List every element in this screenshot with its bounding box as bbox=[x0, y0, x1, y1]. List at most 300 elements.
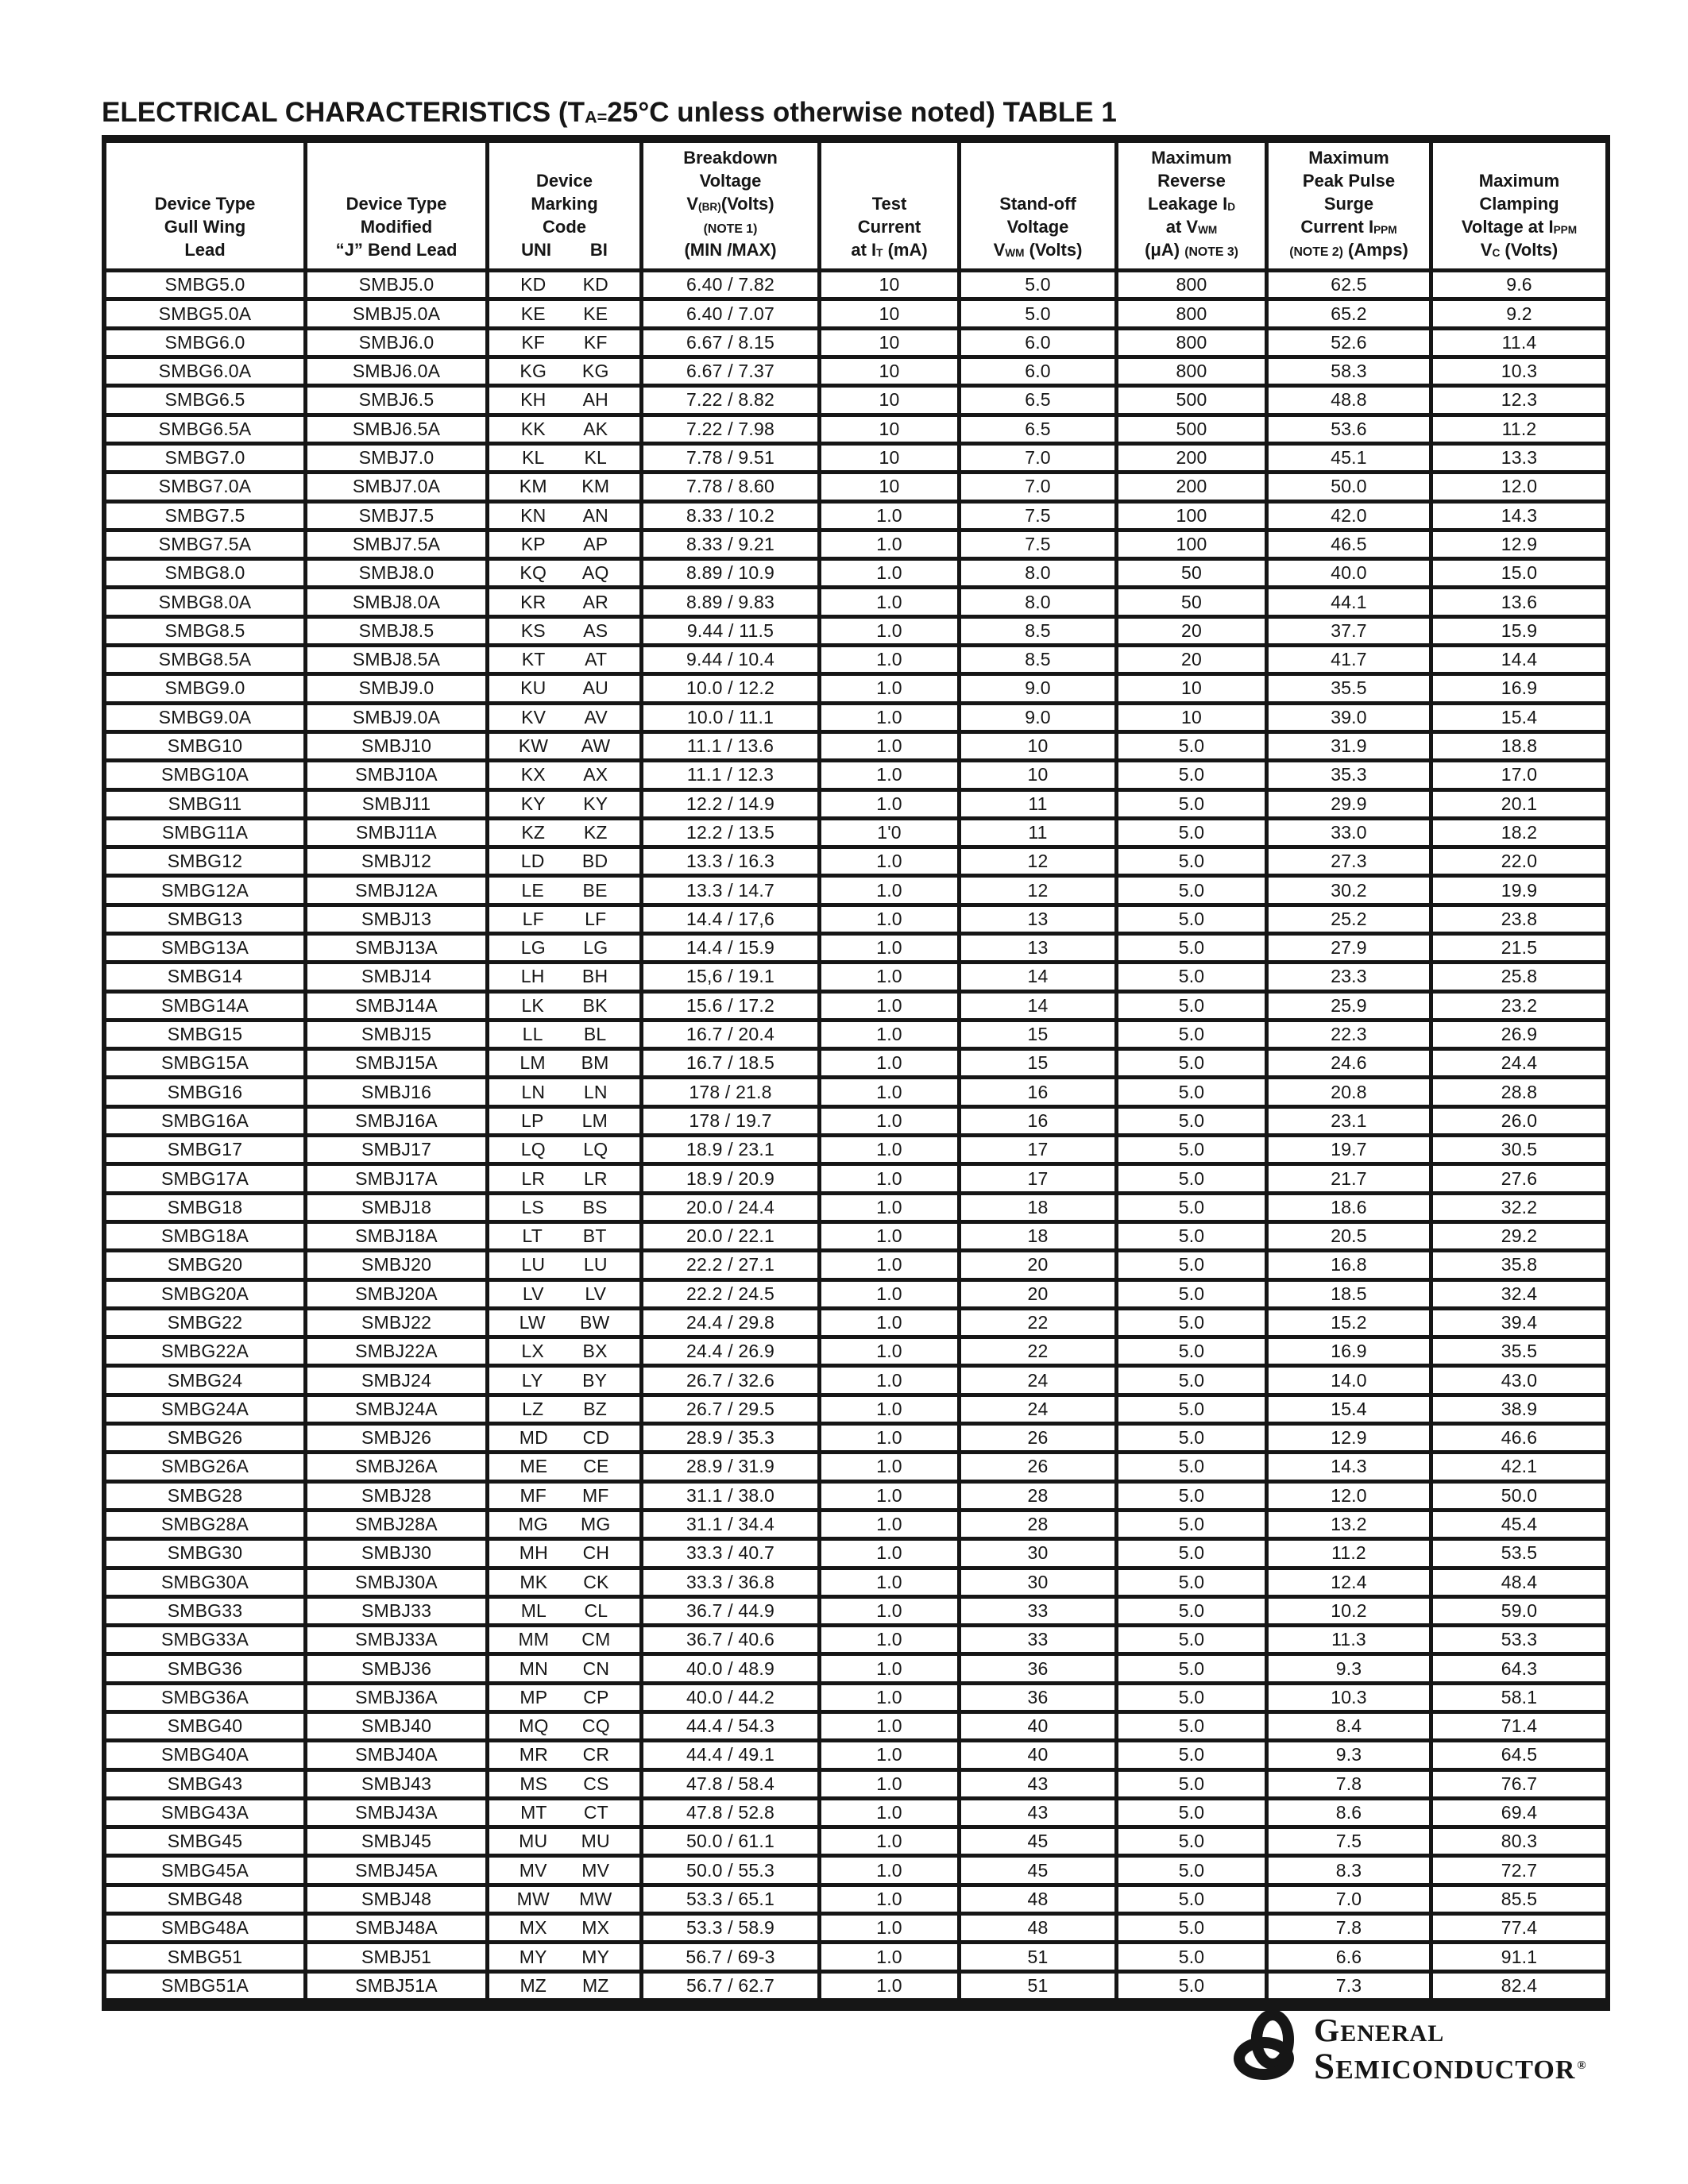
cell-j-bend-lead: SMBJ16 bbox=[303, 1079, 485, 1108]
marking-code: KE bbox=[583, 303, 608, 324]
marking-code: ME bbox=[520, 1456, 548, 1477]
cell-test-current: 1.0 bbox=[817, 532, 957, 561]
cell-j-bend-lead: SMBJ18 bbox=[303, 1195, 485, 1224]
cell-surge-current: 7.0 bbox=[1265, 1887, 1429, 1916]
marking-code: MY bbox=[581, 1946, 610, 1967]
cell-breakdown-voltage: 16.7 / 18.5 bbox=[639, 1051, 817, 1079]
cell-clamping-voltage: 43.0 bbox=[1429, 1368, 1605, 1396]
marking-code: LD bbox=[520, 851, 545, 872]
cell-surge-current: 23.3 bbox=[1265, 964, 1429, 993]
cell-test-current: 1.0 bbox=[817, 589, 957, 618]
cell-standoff-voltage: 33 bbox=[957, 1599, 1114, 1627]
cell-clamping-voltage: 13.3 bbox=[1429, 446, 1605, 474]
cell-test-current: 1.0 bbox=[817, 1252, 957, 1281]
marking-code: CP bbox=[583, 1686, 609, 1707]
cell-standoff-voltage: 30 bbox=[957, 1541, 1114, 1569]
marking-code: MV bbox=[519, 1859, 547, 1881]
cell-surge-current: 42.0 bbox=[1265, 504, 1429, 532]
marking-code: LG bbox=[583, 937, 608, 959]
cell-marking-code bbox=[485, 1339, 639, 1368]
cell-reverse-leakage: 20 bbox=[1114, 647, 1265, 676]
table-row bbox=[106, 1858, 1605, 1886]
cell-marking-code bbox=[485, 878, 639, 906]
cell-clamping-voltage: 12.0 bbox=[1429, 474, 1605, 503]
cell-reverse-leakage: 100 bbox=[1114, 532, 1265, 561]
marking-code: CN bbox=[582, 1657, 610, 1679]
cell-j-bend-lead: SMBJ6.0 bbox=[303, 330, 485, 359]
cell-standoff-voltage: 48 bbox=[957, 1916, 1114, 1944]
cell-marking-code bbox=[485, 1397, 639, 1426]
cell-gull-wing-lead: SMBG11A bbox=[106, 820, 303, 849]
cell-standoff-voltage: 40 bbox=[957, 1742, 1114, 1771]
marking-code: BZ bbox=[583, 1398, 607, 1419]
marking-code: MN bbox=[519, 1657, 548, 1679]
cell-reverse-leakage: 5.0 bbox=[1114, 907, 1265, 936]
cell-standoff-voltage: 10 bbox=[957, 762, 1114, 791]
column-header-test-current: Test Current at IT (mA) bbox=[817, 143, 957, 272]
cell-reverse-leakage: 5.0 bbox=[1114, 878, 1265, 906]
cell-surge-current: 12.9 bbox=[1265, 1426, 1429, 1454]
cell-j-bend-lead: SMBJ36 bbox=[303, 1656, 485, 1684]
cell-breakdown-voltage: 47.8 / 52.8 bbox=[639, 1800, 817, 1829]
cell-gull-wing-lead: SMBG22 bbox=[106, 1310, 303, 1339]
cell-clamping-voltage: 80.3 bbox=[1429, 1829, 1605, 1858]
table-row bbox=[106, 272, 1605, 301]
cell-test-current: 1.0 bbox=[817, 561, 957, 589]
cell-breakdown-voltage: 53.3 / 65.1 bbox=[639, 1887, 817, 1916]
cell-gull-wing-lead: SMBG7.0 bbox=[106, 446, 303, 474]
cell-j-bend-lead: SMBJ12 bbox=[303, 849, 485, 878]
cell-reverse-leakage: 5.0 bbox=[1114, 1742, 1265, 1771]
cell-standoff-voltage: 9.0 bbox=[957, 676, 1114, 704]
cell-marking-code bbox=[485, 504, 639, 532]
cell-clamping-voltage: 27.6 bbox=[1429, 1166, 1605, 1194]
cell-reverse-leakage: 5.0 bbox=[1114, 1109, 1265, 1137]
marking-code: LV bbox=[522, 1283, 544, 1304]
cell-test-current: 1.0 bbox=[817, 705, 957, 734]
cell-test-current: 10 bbox=[817, 359, 957, 388]
cell-test-current: 1.0 bbox=[817, 936, 957, 964]
marking-code: CE bbox=[583, 1456, 609, 1477]
column-header-reverse-leakage: Maximum Reverse Leakage ID at VWM (μA) (NOTE 3) bbox=[1114, 143, 1265, 272]
cell-reverse-leakage: 5.0 bbox=[1114, 849, 1265, 878]
cell-clamping-voltage: 13.6 bbox=[1429, 589, 1605, 618]
marking-code: MF bbox=[581, 1484, 609, 1506]
cell-marking-code bbox=[485, 1195, 639, 1224]
marking-code: LL bbox=[522, 1024, 543, 1045]
cell-gull-wing-lead: SMBG5.0A bbox=[106, 301, 303, 330]
cell-breakdown-voltage: 15.6 / 17.2 bbox=[639, 994, 817, 1022]
cell-breakdown-voltage: 31.1 / 38.0 bbox=[639, 1484, 817, 1512]
cell-gull-wing-lead: SMBG48A bbox=[106, 1916, 303, 1944]
marking-code: MK bbox=[520, 1571, 548, 1592]
cell-j-bend-lead: SMBJ51A bbox=[303, 1974, 485, 2002]
marking-code: LU bbox=[583, 1254, 608, 1275]
cell-clamping-voltage: 26.9 bbox=[1429, 1022, 1605, 1051]
marking-code: AW bbox=[581, 735, 611, 757]
cell-standoff-voltage: 6.0 bbox=[957, 359, 1114, 388]
cell-marking-code bbox=[485, 272, 639, 301]
cell-surge-current: 45.1 bbox=[1265, 446, 1429, 474]
cell-j-bend-lead: SMBJ18A bbox=[303, 1224, 485, 1252]
cell-j-bend-lead: SMBJ10 bbox=[303, 734, 485, 762]
marking-code: AV bbox=[584, 706, 608, 727]
cell-reverse-leakage: 200 bbox=[1114, 474, 1265, 503]
cell-reverse-leakage: 500 bbox=[1114, 388, 1265, 416]
cell-breakdown-voltage: 28.9 / 35.3 bbox=[639, 1426, 817, 1454]
table-row bbox=[106, 1714, 1605, 1742]
cell-marking-code bbox=[485, 907, 639, 936]
cell-breakdown-voltage: 44.4 / 54.3 bbox=[639, 1714, 817, 1742]
cell-surge-current: 40.0 bbox=[1265, 561, 1429, 589]
cell-breakdown-voltage: 8.33 / 10.2 bbox=[639, 504, 817, 532]
cell-j-bend-lead: SMBJ28 bbox=[303, 1484, 485, 1512]
cell-reverse-leakage: 5.0 bbox=[1114, 1974, 1265, 2002]
table-row bbox=[106, 504, 1605, 532]
cell-gull-wing-lead: SMBG40 bbox=[106, 1714, 303, 1742]
cell-j-bend-lead: SMBJ13 bbox=[303, 907, 485, 936]
cell-marking-code bbox=[485, 676, 639, 704]
cell-j-bend-lead: SMBJ51 bbox=[303, 1944, 485, 1973]
cell-breakdown-voltage: 44.4 / 49.1 bbox=[639, 1742, 817, 1771]
marking-code: AX bbox=[583, 764, 608, 785]
cell-test-current: 1.0 bbox=[817, 1368, 957, 1396]
cell-clamping-voltage: 35.5 bbox=[1429, 1339, 1605, 1368]
table-row bbox=[106, 1627, 1605, 1656]
marking-code: AS bbox=[583, 619, 608, 641]
cell-clamping-voltage: 18.2 bbox=[1429, 820, 1605, 849]
cell-surge-current: 7.3 bbox=[1265, 1974, 1429, 2002]
cell-gull-wing-lead: SMBG36 bbox=[106, 1656, 303, 1684]
cell-reverse-leakage: 5.0 bbox=[1114, 1714, 1265, 1742]
cell-standoff-voltage: 28 bbox=[957, 1484, 1114, 1512]
cell-surge-current: 23.1 bbox=[1265, 1109, 1429, 1137]
table-row bbox=[106, 1282, 1605, 1310]
cell-surge-current: 18.6 bbox=[1265, 1195, 1429, 1224]
cell-test-current: 1.0 bbox=[817, 1484, 957, 1512]
cell-test-current: 1.0 bbox=[817, 1195, 957, 1224]
cell-j-bend-lead: SMBJ8.5A bbox=[303, 647, 485, 676]
marking-code: KD bbox=[520, 274, 547, 295]
marking-code: LF bbox=[585, 908, 607, 929]
cell-test-current: 1.0 bbox=[817, 1829, 957, 1858]
column-header-standoff-voltage: Stand-off Voltage VWM (Volts) bbox=[957, 143, 1114, 272]
cell-surge-current: 6.6 bbox=[1265, 1944, 1429, 1973]
cell-clamping-voltage: 82.4 bbox=[1429, 1974, 1605, 2002]
cell-marking-code bbox=[485, 388, 639, 416]
cell-clamping-voltage: 30.5 bbox=[1429, 1137, 1605, 1166]
cell-clamping-voltage: 16.9 bbox=[1429, 676, 1605, 704]
marking-code: KL bbox=[584, 447, 608, 469]
cell-test-current: 1.0 bbox=[817, 1339, 957, 1368]
cell-reverse-leakage: 10 bbox=[1114, 676, 1265, 704]
table-row bbox=[106, 705, 1605, 734]
cell-standoff-voltage: 6.0 bbox=[957, 330, 1114, 359]
cell-reverse-leakage: 5.0 bbox=[1114, 1541, 1265, 1569]
marking-code: KU bbox=[520, 677, 547, 699]
cell-surge-current: 48.8 bbox=[1265, 388, 1429, 416]
cell-reverse-leakage: 5.0 bbox=[1114, 1800, 1265, 1829]
marking-code: MZ bbox=[520, 1974, 547, 1996]
logo-text bbox=[1314, 2013, 1586, 2086]
cell-j-bend-lead: SMBJ22 bbox=[303, 1310, 485, 1339]
table-row bbox=[106, 1829, 1605, 1858]
title-subscript: A= bbox=[584, 106, 608, 127]
cell-reverse-leakage: 5.0 bbox=[1114, 1368, 1265, 1396]
cell-test-current: 1.0 bbox=[817, 1512, 957, 1541]
table-row bbox=[106, 907, 1605, 936]
cell-test-current: 1.0 bbox=[817, 734, 957, 762]
cell-breakdown-voltage: 178 / 19.7 bbox=[639, 1109, 817, 1137]
cell-clamping-voltage: 72.7 bbox=[1429, 1858, 1605, 1886]
cell-reverse-leakage: 20 bbox=[1114, 619, 1265, 647]
cell-test-current: 1.0 bbox=[817, 1224, 957, 1252]
cell-clamping-voltage: 91.1 bbox=[1429, 1944, 1605, 1973]
cell-marking-code bbox=[485, 1742, 639, 1771]
cell-standoff-voltage: 16 bbox=[957, 1079, 1114, 1108]
cell-surge-current: 41.7 bbox=[1265, 647, 1429, 676]
cell-breakdown-voltage: 16.7 / 20.4 bbox=[639, 1022, 817, 1051]
table-row bbox=[106, 762, 1605, 791]
cell-marking-code bbox=[485, 1109, 639, 1137]
cell-clamping-voltage: 85.5 bbox=[1429, 1887, 1605, 1916]
cell-clamping-voltage: 71.4 bbox=[1429, 1714, 1605, 1742]
cell-reverse-leakage: 800 bbox=[1114, 272, 1265, 301]
cell-reverse-leakage: 5.0 bbox=[1114, 1627, 1265, 1656]
cell-breakdown-voltage: 12.2 / 13.5 bbox=[639, 820, 817, 849]
cell-test-current: 1'0 bbox=[817, 820, 957, 849]
cell-gull-wing-lead: SMBG43 bbox=[106, 1772, 303, 1800]
cell-breakdown-voltage: 7.22 / 7.98 bbox=[639, 417, 817, 446]
title-segment: ELECTRICAL CHARACTERISTICS (T bbox=[102, 97, 585, 128]
cell-gull-wing-lead: SMBG7.5 bbox=[106, 504, 303, 532]
cell-reverse-leakage: 5.0 bbox=[1114, 1599, 1265, 1627]
cell-surge-current: 14.0 bbox=[1265, 1368, 1429, 1396]
cell-reverse-leakage: 5.0 bbox=[1114, 734, 1265, 762]
cell-standoff-voltage: 17 bbox=[957, 1166, 1114, 1194]
cell-breakdown-voltage: 28.9 / 31.9 bbox=[639, 1454, 817, 1483]
cell-standoff-voltage: 8.0 bbox=[957, 561, 1114, 589]
cell-breakdown-voltage: 31.1 / 34.4 bbox=[639, 1512, 817, 1541]
cell-standoff-voltage: 7.0 bbox=[957, 446, 1114, 474]
cell-clamping-voltage: 58.1 bbox=[1429, 1685, 1605, 1714]
marking-code: MG bbox=[581, 1514, 611, 1535]
cell-j-bend-lead: SMBJ40 bbox=[303, 1714, 485, 1742]
table-row bbox=[106, 589, 1605, 618]
marking-code: LT bbox=[522, 1225, 543, 1247]
cell-marking-code bbox=[485, 1685, 639, 1714]
cell-reverse-leakage: 5.0 bbox=[1114, 1397, 1265, 1426]
cell-test-current: 1.0 bbox=[817, 792, 957, 820]
cell-gull-wing-lead: SMBG51A bbox=[106, 1974, 303, 2002]
cell-breakdown-voltage: 50.0 / 61.1 bbox=[639, 1829, 817, 1858]
cell-test-current: 10 bbox=[817, 330, 957, 359]
cell-surge-current: 50.0 bbox=[1265, 474, 1429, 503]
cell-surge-current: 24.6 bbox=[1265, 1051, 1429, 1079]
general-semiconductor-logo bbox=[1231, 2011, 1586, 2089]
cell-clamping-voltage: 9.2 bbox=[1429, 301, 1605, 330]
marking-code: BE bbox=[582, 879, 608, 901]
cell-marking-code bbox=[485, 619, 639, 647]
cell-surge-current: 53.6 bbox=[1265, 417, 1429, 446]
marking-code: LN bbox=[521, 1081, 546, 1102]
cell-gull-wing-lead: SMBG48 bbox=[106, 1887, 303, 1916]
cell-breakdown-voltage: 7.78 / 8.60 bbox=[639, 474, 817, 503]
table-row bbox=[106, 532, 1605, 561]
marking-code: BX bbox=[582, 1341, 608, 1362]
table-row bbox=[106, 1224, 1605, 1252]
cell-marking-code bbox=[485, 1974, 639, 2002]
cell-marking-code bbox=[485, 1079, 639, 1108]
cell-clamping-voltage: 76.7 bbox=[1429, 1772, 1605, 1800]
cell-marking-code bbox=[485, 1512, 639, 1541]
marking-code: MV bbox=[581, 1859, 610, 1881]
cell-surge-current: 7.8 bbox=[1265, 1772, 1429, 1800]
marking-code: KP bbox=[520, 533, 546, 554]
marking-code: AR bbox=[582, 591, 608, 612]
cell-j-bend-lead: SMBJ33A bbox=[303, 1627, 485, 1656]
cell-gull-wing-lead: SMBG12A bbox=[106, 878, 303, 906]
cell-breakdown-voltage: 24.4 / 29.8 bbox=[639, 1310, 817, 1339]
cell-reverse-leakage: 5.0 bbox=[1114, 1858, 1265, 1886]
marking-code: LU bbox=[521, 1254, 546, 1275]
marking-code: BT bbox=[582, 1225, 607, 1247]
cell-gull-wing-lead: SMBG8.5 bbox=[106, 619, 303, 647]
marking-code: AT bbox=[585, 649, 608, 670]
cell-test-current: 10 bbox=[817, 301, 957, 330]
cell-surge-current: 8.3 bbox=[1265, 1858, 1429, 1886]
cell-reverse-leakage: 5.0 bbox=[1114, 994, 1265, 1022]
cell-marking-code bbox=[485, 762, 639, 791]
cell-marking-code bbox=[485, 1944, 639, 1973]
marking-code: KE bbox=[520, 303, 546, 324]
cell-test-current: 1.0 bbox=[817, 849, 957, 878]
cell-clamping-voltage: 24.4 bbox=[1429, 1051, 1605, 1079]
gs-monogram-icon bbox=[1231, 2011, 1306, 2089]
cell-breakdown-voltage: 15,6 / 19.1 bbox=[639, 964, 817, 993]
cell-j-bend-lead: SMBJ30 bbox=[303, 1541, 485, 1569]
electrical-characteristics-table bbox=[102, 135, 1610, 2011]
cell-test-current: 1.0 bbox=[817, 964, 957, 993]
cell-clamping-voltage: 25.8 bbox=[1429, 964, 1605, 993]
cell-test-current: 1.0 bbox=[817, 504, 957, 532]
cell-gull-wing-lead: SMBG12 bbox=[106, 849, 303, 878]
cell-standoff-voltage: 51 bbox=[957, 1944, 1114, 1973]
cell-reverse-leakage: 5.0 bbox=[1114, 1137, 1265, 1166]
table-row bbox=[106, 994, 1605, 1022]
column-header-surge-current: Maximum Peak Pulse Surge Current IPPM (NOTE 2) (Amps) bbox=[1265, 143, 1429, 272]
cell-j-bend-lead: SMBJ9.0 bbox=[303, 676, 485, 704]
table-row bbox=[106, 474, 1605, 503]
cell-surge-current: 44.1 bbox=[1265, 589, 1429, 618]
cell-test-current: 10 bbox=[817, 474, 957, 503]
cell-marking-code bbox=[485, 734, 639, 762]
cell-breakdown-voltage: 10.0 / 11.1 bbox=[639, 705, 817, 734]
marking-code: CR bbox=[582, 1744, 610, 1765]
cell-standoff-voltage: 13 bbox=[957, 907, 1114, 936]
cell-breakdown-voltage: 8.33 / 9.21 bbox=[639, 532, 817, 561]
table-row bbox=[106, 561, 1605, 589]
cell-marking-code bbox=[485, 994, 639, 1022]
cell-standoff-voltage: 33 bbox=[957, 1627, 1114, 1656]
marking-code: CD bbox=[582, 1427, 610, 1449]
marking-code: MW bbox=[516, 1888, 550, 1909]
cell-gull-wing-lead: SMBG14 bbox=[106, 964, 303, 993]
cell-breakdown-voltage: 36.7 / 40.6 bbox=[639, 1627, 817, 1656]
cell-test-current: 1.0 bbox=[817, 676, 957, 704]
cell-gull-wing-lead: SMBG40A bbox=[106, 1742, 303, 1771]
marking-code: KS bbox=[520, 619, 546, 641]
cell-reverse-leakage: 5.0 bbox=[1114, 936, 1265, 964]
cell-standoff-voltage: 51 bbox=[957, 1974, 1114, 2002]
marking-code: LX bbox=[521, 1341, 544, 1362]
table-row bbox=[106, 388, 1605, 416]
table-row bbox=[106, 1484, 1605, 1512]
marking-code: LW bbox=[519, 1311, 546, 1333]
table-row bbox=[106, 1109, 1605, 1137]
marking-code: LF bbox=[522, 908, 544, 929]
cell-clamping-voltage: 77.4 bbox=[1429, 1916, 1605, 1944]
cell-test-current: 1.0 bbox=[817, 1166, 957, 1194]
table-row bbox=[106, 1079, 1605, 1108]
cell-marking-code bbox=[485, 1252, 639, 1281]
marking-code: BY bbox=[582, 1369, 608, 1391]
cell-test-current: 1.0 bbox=[817, 1944, 957, 1973]
cell-j-bend-lead: SMBJ8.0A bbox=[303, 589, 485, 618]
table-body bbox=[106, 272, 1605, 2002]
cell-marking-code bbox=[485, 330, 639, 359]
cell-gull-wing-lead: SMBG15A bbox=[106, 1051, 303, 1079]
table-row bbox=[106, 1195, 1605, 1224]
cell-gull-wing-lead: SMBG11 bbox=[106, 792, 303, 820]
marking-code: KX bbox=[520, 764, 546, 785]
cell-gull-wing-lead: SMBG33A bbox=[106, 1627, 303, 1656]
cell-surge-current: 10.3 bbox=[1265, 1685, 1429, 1714]
cell-gull-wing-lead: SMBG7.5A bbox=[106, 532, 303, 561]
marking-code: MT bbox=[520, 1802, 547, 1823]
cell-standoff-voltage: 28 bbox=[957, 1512, 1114, 1541]
cell-standoff-voltage: 18 bbox=[957, 1224, 1114, 1252]
cell-surge-current: 15.2 bbox=[1265, 1310, 1429, 1339]
cell-surge-current: 62.5 bbox=[1265, 272, 1429, 301]
cell-clamping-voltage: 32.4 bbox=[1429, 1282, 1605, 1310]
cell-standoff-voltage: 14 bbox=[957, 994, 1114, 1022]
marking-code: MP bbox=[520, 1686, 548, 1707]
table-row bbox=[106, 1800, 1605, 1829]
cell-reverse-leakage: 5.0 bbox=[1114, 1484, 1265, 1512]
cell-breakdown-voltage: 26.7 / 32.6 bbox=[639, 1368, 817, 1396]
cell-marking-code bbox=[485, 849, 639, 878]
cell-surge-current: 13.2 bbox=[1265, 1512, 1429, 1541]
cell-standoff-voltage: 6.5 bbox=[957, 417, 1114, 446]
cell-surge-current: 27.3 bbox=[1265, 849, 1429, 878]
marking-code: KQ bbox=[520, 562, 547, 584]
cell-clamping-voltage: 11.2 bbox=[1429, 417, 1605, 446]
cell-standoff-voltage: 20 bbox=[957, 1252, 1114, 1281]
cell-gull-wing-lead: SMBG8.0A bbox=[106, 589, 303, 618]
cell-surge-current: 18.5 bbox=[1265, 1282, 1429, 1310]
cell-j-bend-lead: SMBJ26A bbox=[303, 1454, 485, 1483]
cell-clamping-voltage: 50.0 bbox=[1429, 1484, 1605, 1512]
marking-code: CT bbox=[583, 1802, 608, 1823]
cell-reverse-leakage: 800 bbox=[1114, 301, 1265, 330]
cell-gull-wing-lead: SMBG13A bbox=[106, 936, 303, 964]
cell-gull-wing-lead: SMBG17A bbox=[106, 1166, 303, 1194]
cell-standoff-voltage: 36 bbox=[957, 1656, 1114, 1684]
cell-j-bend-lead: SMBJ7.0A bbox=[303, 474, 485, 503]
cell-clamping-voltage: 59.0 bbox=[1429, 1599, 1605, 1627]
cell-test-current: 1.0 bbox=[817, 762, 957, 791]
